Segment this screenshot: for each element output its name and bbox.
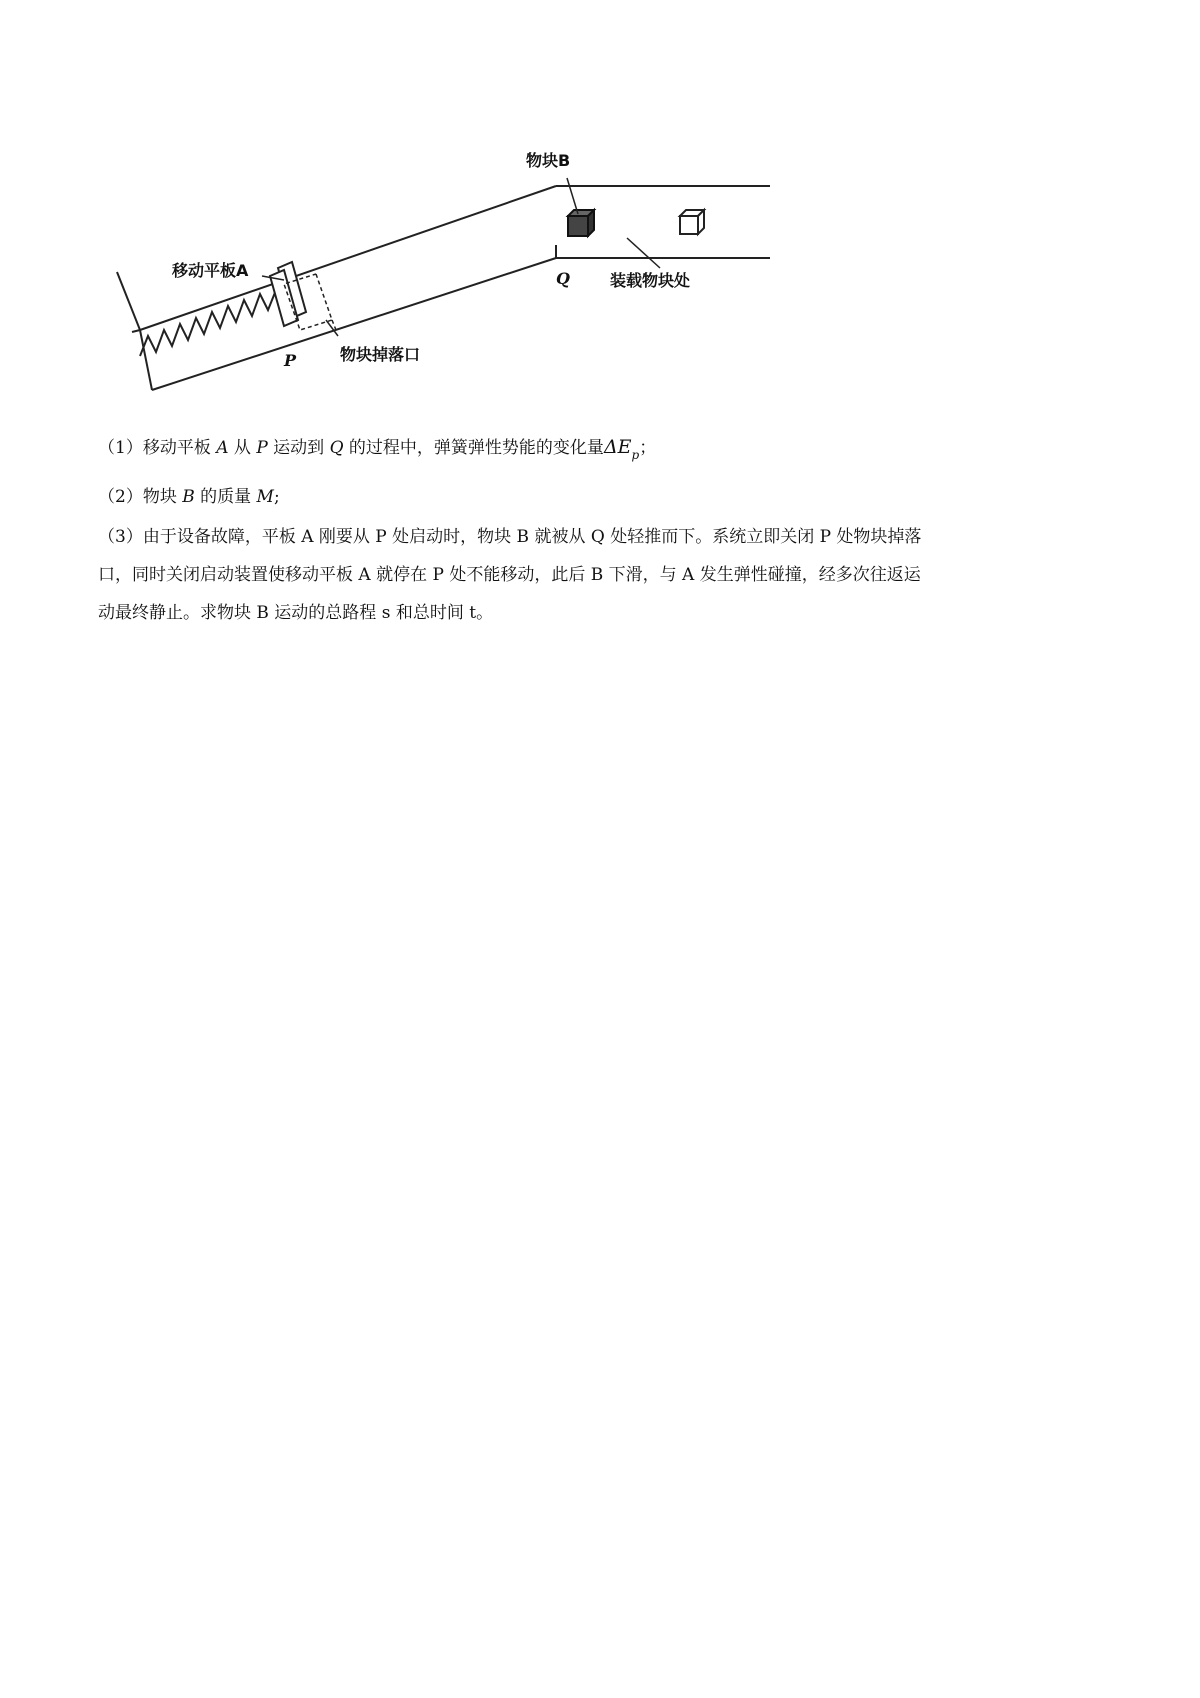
- loading-block: [680, 210, 704, 234]
- q1-var-p: P: [256, 438, 268, 458]
- q1-mid1: 从: [228, 438, 257, 458]
- question-1: [98, 428, 1108, 468]
- q3-line-2: 口，同时关闭启动装置使移动平板 A 就停在 P 处不能移动，此后 B 下滑，与 A 发生弹性碰撞，经多次往返运: [98, 565, 921, 585]
- incline-diagram: [0, 0, 1200, 420]
- q1-var-a: A: [216, 438, 229, 458]
- label-loading: 装载物块处: [610, 271, 691, 290]
- label-block-b: 物块B: [526, 151, 571, 170]
- q2-mid1: 的质量: [194, 487, 257, 507]
- label-drop-port: 物块掉落口: [340, 345, 421, 364]
- q2-var-m: M: [256, 487, 274, 507]
- label-p: P: [284, 351, 297, 370]
- q2-end: ;: [273, 487, 280, 507]
- q1-suffix: 的过程中，弹簧弹性势能的变化量: [343, 438, 604, 458]
- q2-var-b: B: [182, 487, 195, 507]
- q1-symbol: ΔE: [603, 436, 632, 458]
- label-plate-a: 移动平板A: [172, 261, 249, 280]
- q1-prefix: （1）移动平板: [98, 438, 217, 458]
- q1-var-q: Q: [329, 438, 344, 458]
- q1-symbol-sub: p: [631, 448, 640, 462]
- label-q: Q: [556, 269, 570, 288]
- block-b: [568, 210, 594, 236]
- q3-line-3: 动最终静止。求物块 B 运动的总路程 s 和总时间 t。: [98, 603, 494, 623]
- q1-mid2: 运动到: [267, 438, 330, 458]
- q2-prefix: （2）物块: [98, 487, 183, 507]
- q3-line-1: （3）由于设备故障，平板 A 刚要从 P 处启动时，物块 B 就被从 Q 处轻推而下。系统立即关闭 P 处物块掉落: [98, 527, 922, 547]
- q1-end: ；: [639, 438, 657, 458]
- question-3: [98, 518, 1108, 632]
- question-2: [98, 478, 1108, 516]
